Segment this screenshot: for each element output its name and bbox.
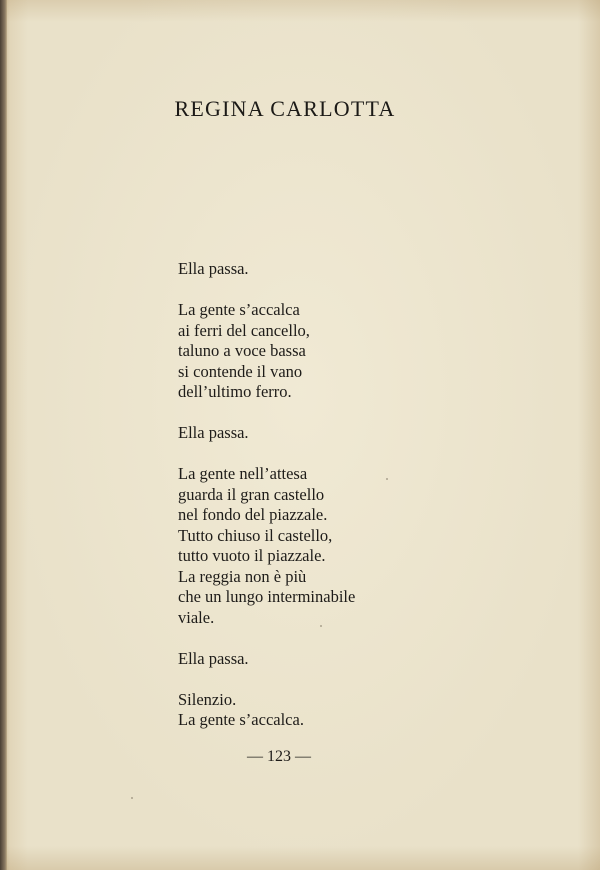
poem-line: Ella passa. — [178, 259, 249, 278]
stanza — [178, 423, 558, 444]
poem-line: nel fondo del piazzale. — [178, 505, 328, 524]
book-spine-shadow — [0, 0, 7, 870]
stanza — [178, 690, 558, 731]
poem-line: La reggia non è più — [178, 566, 307, 586]
poem-line: si contende il vano — [178, 361, 303, 381]
poem-body — [178, 259, 558, 731]
poem-line: ai ferri del cancello, — [178, 320, 310, 340]
poem-title: REGINA CARLOTTA — [174, 96, 396, 121]
poem-line: Ella passa. — [178, 648, 249, 668]
poem-line: che un lungo interminabile — [178, 587, 356, 606]
page-number: — 123 — — [247, 748, 311, 765]
stanza — [178, 649, 558, 670]
poem-line: dell’ultimo ferro. — [178, 382, 292, 401]
poem-line: La gente s’accalca — [178, 300, 300, 319]
poem-line: La gente nell’attesa — [178, 464, 308, 483]
poem-line: taluno a voce bassa — [178, 341, 306, 360]
paper-speck — [320, 625, 322, 627]
poem-line: viale. — [178, 607, 215, 627]
stanza — [178, 259, 558, 280]
poem-line: La gente s’accalca. — [178, 710, 304, 729]
paper-speck — [386, 478, 388, 480]
poem-line: Ella passa. — [178, 423, 249, 442]
poem-line: Tutto chiuso il castello, — [178, 525, 333, 545]
poem-line: Silenzio. — [178, 689, 237, 709]
paper-speck — [131, 797, 133, 799]
stanza — [178, 300, 558, 403]
poem-line: tutto vuoto il piazzale. — [178, 546, 326, 565]
poem-line: guarda il gran castello — [178, 484, 325, 504]
stanza — [178, 464, 558, 628]
